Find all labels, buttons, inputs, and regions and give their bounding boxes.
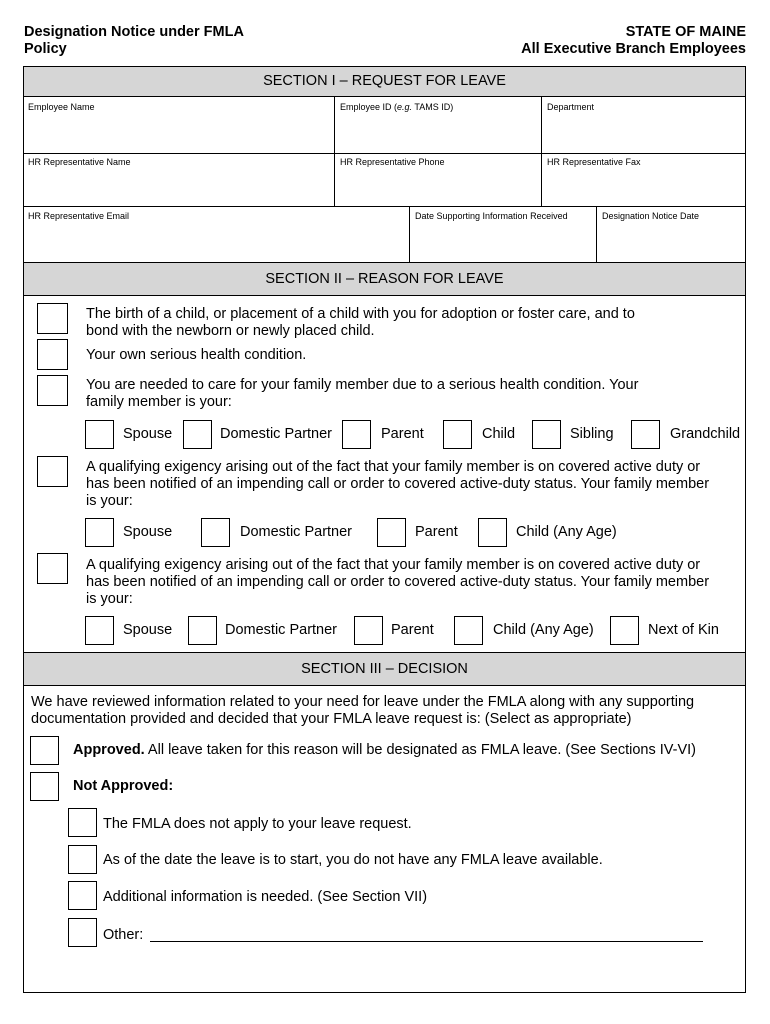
divider [541,97,542,153]
employee-id-field[interactable] [340,102,453,112]
approved-label: Approved. [73,742,145,758]
form-body [23,66,746,993]
reason-exigency-line-3: is your: [86,493,133,509]
section2-title: SECTION II – REASON FOR LEAVE [265,271,504,287]
care-spouse-label: Spouse [123,426,173,442]
exigency-2-spouse-checkbox[interactable] [85,616,114,645]
care-grandchild-checkbox[interactable] [631,420,660,449]
section3-header [24,652,745,686]
reason-exigency-2-line-3: is your: [86,591,133,607]
exigency-child-label: Child (Any Age) [516,524,617,540]
reason-birth-checkbox[interactable] [37,303,68,334]
state-label: STATE OF MAINE [625,24,746,40]
decision-intro-line-2: documentation provided and decided that your FMLA leave request is: (Select as appropriate) [31,711,632,727]
reason-exigency-line-2: has been notified of an impending call or order to covered active-duty status. Your family member [86,476,710,492]
exigency-domestic-partner-label: Domestic Partner [240,524,353,540]
reason-family-care-line-2: family member is your: [86,394,232,410]
title-line-1: Designation Notice under FMLA [24,24,244,40]
row-divider [24,153,745,154]
notice-date-field[interactable]: Designation Notice Date [602,211,700,221]
employee-id-eg: e.g. [397,102,413,112]
hr-email-field[interactable]: HR Representative Email [28,211,130,221]
care-child-checkbox[interactable] [443,420,472,449]
reason-exigency-2-line-1: A qualifying exigency arising out of the fact that your family member is on covered active duty or [86,557,701,573]
reason-exigency-2-line-2: has been notified of an impending call or order to covered active-duty status. Your family member [86,574,710,590]
exigency-2-parent-checkbox[interactable] [354,616,383,645]
not-approved-checkbox[interactable] [30,772,59,801]
department-field[interactable]: Department [547,102,595,112]
care-domestic-partner-label: Domestic Partner [220,426,333,442]
divider [596,206,597,262]
exigency-2-child-label: Child (Any Age) [493,622,594,638]
document-scope [521,24,746,58]
not-approved-label: Not Approved: [73,778,174,794]
title-line-2: Policy [24,41,67,57]
exigency-child-checkbox[interactable] [478,518,507,547]
hr-name-field[interactable]: HR Representative Name [28,157,131,167]
document-title [24,24,244,58]
approved-description: All leave taken for this reason will be designated as FMLA leave. (See Sections IV-VI) [144,742,696,758]
section1-title: SECTION I – REQUEST FOR LEAVE [263,73,506,89]
care-domestic-partner-checkbox[interactable] [183,420,212,449]
reason-exigency-text [86,459,709,510]
exigency-spouse-checkbox[interactable] [85,518,114,547]
reason-birth-line-2: bond with the newborn or newly placed child. [86,323,375,339]
care-sibling-checkbox[interactable] [532,420,561,449]
care-sibling-label: Sibling [570,426,614,442]
decision-intro [31,694,694,728]
other-checkbox[interactable] [68,918,97,947]
reason-family-care-text [86,377,638,411]
divider [409,206,410,262]
exigency-parent-label: Parent [415,524,458,540]
section2-header [24,262,745,296]
reason-exigency-checkbox[interactable] [37,456,68,487]
employee-id-label-rest: TAMS ID) [412,102,454,112]
scope-label: All Executive Branch Employees [521,41,746,57]
exigency-2-next-of-kin-label: Next of Kin [648,622,719,638]
reason-family-care-checkbox[interactable] [37,375,68,406]
exigency-spouse-label: Spouse [123,524,173,540]
date-received-field[interactable]: Date Supporting Information Received [415,211,568,221]
care-parent-label: Parent [381,426,424,442]
divider [334,97,335,153]
no-leave-available-label: As of the date the leave is to start, you do not have any FMLA leave available. [103,852,603,868]
employee-id-label: Employee ID ( [340,102,398,112]
reason-birth-text [86,306,635,340]
exigency-2-spouse-label: Spouse [123,622,173,638]
care-spouse-checkbox[interactable] [85,420,114,449]
reason-exigency-line-1: A qualifying exigency arising out of the fact that your family member is on covered active duty or [86,459,701,475]
divider [541,153,542,206]
fmla-not-apply-label: The FMLA does not apply to your leave request. [103,816,412,832]
reason-family-care-line-1: You are needed to care for your family member due to a serious health condition. Your [86,377,639,393]
section1-header [24,67,745,97]
no-leave-available-checkbox[interactable] [68,845,97,874]
exigency-2-parent-label: Parent [391,622,434,638]
care-grandchild-label: Grandchild [670,426,741,442]
decision-intro-line-1: We have reviewed information related to your need for leave under the FMLA along with any supporting [31,694,695,710]
reason-own-health-checkbox[interactable] [37,339,68,370]
approved-checkbox[interactable] [30,736,59,765]
other-label: Other: [103,927,144,943]
reason-birth-line-1: The birth of a child, or placement of a child with you for adoption or foster care, and to [86,306,635,322]
exigency-2-domestic-partner-label: Domestic Partner [225,622,338,638]
reason-own-health-text: Your own serious health condition. [86,347,307,363]
other-input-line[interactable] [150,941,703,942]
approved-text [73,742,696,759]
reason-exigency-2-checkbox[interactable] [37,553,68,584]
hr-phone-field[interactable]: HR Representative Phone [340,157,445,167]
exigency-2-domestic-partner-checkbox[interactable] [188,616,217,645]
care-parent-checkbox[interactable] [342,420,371,449]
additional-info-label: Additional information is needed. (See Section VII) [103,889,428,905]
additional-info-checkbox[interactable] [68,881,97,910]
exigency-parent-checkbox[interactable] [377,518,406,547]
care-child-label: Child [482,426,516,442]
divider [334,153,335,206]
employee-name-field[interactable]: Employee Name [28,102,95,112]
section3-title: SECTION III – DECISION [301,661,468,677]
hr-fax-field[interactable]: HR Representative Fax [547,157,641,167]
fmla-not-apply-checkbox[interactable] [68,808,97,837]
exigency-domestic-partner-checkbox[interactable] [201,518,230,547]
document-header [24,24,746,60]
reason-exigency-2-text [86,557,709,608]
row-divider [24,206,745,207]
exigency-2-next-of-kin-checkbox[interactable] [610,616,639,645]
exigency-2-child-checkbox[interactable] [454,616,483,645]
